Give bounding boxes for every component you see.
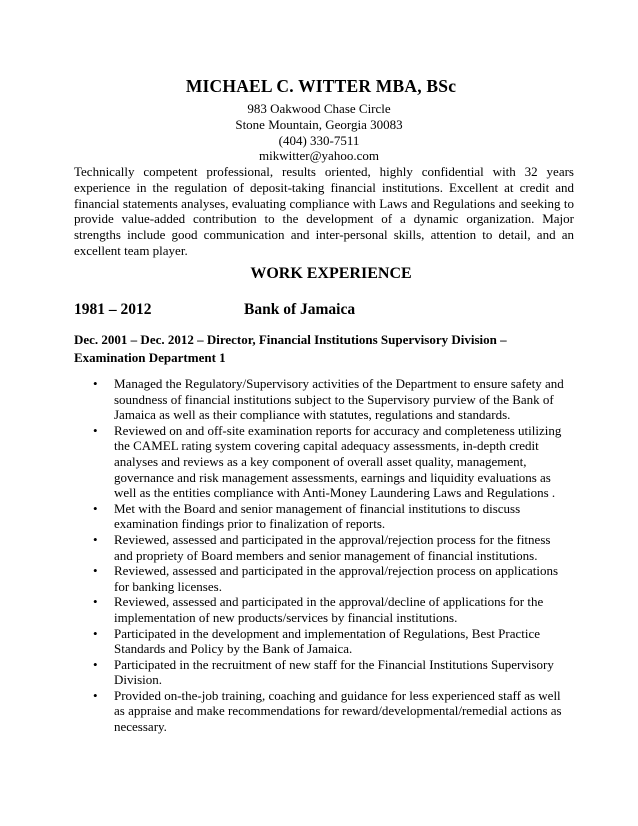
job-employer: Bank of Jamaica bbox=[244, 301, 356, 318]
duty-text: Provided on-the-job training, coaching and guidance for less experienced staff as well as appraise and make recommendations for reward/developmental/remedial actions as necessary. bbox=[114, 687, 562, 735]
duties-list bbox=[74, 376, 566, 735]
duty-item bbox=[74, 532, 566, 563]
bullet-icon: • bbox=[93, 563, 98, 579]
phone-number: (404) 330-7511 bbox=[278, 132, 360, 148]
job-years: 1981 – 2012 bbox=[74, 301, 152, 318]
duty-item bbox=[74, 501, 566, 532]
candidate-name: MICHAEL C. WITTER MBA, BSc bbox=[185, 76, 457, 96]
duty-text: Reviewed, assessed and participated in the approval/decline of applications for the implementation of new products/services by financial institutions. bbox=[114, 594, 544, 625]
duty-text: Met with the Board and senior management of financial institutions to discuss examination findings prior to finalization of reports. bbox=[114, 500, 521, 532]
bullet-icon: • bbox=[93, 625, 98, 641]
duty-text: Managed the Regulatory/Supervisory activities of the Department to ensure safety and soundness of financial institutions subject to the Supervisory purview of the Bank of Jamaica as well as their compliance with statutes, regulations and standards. bbox=[114, 376, 564, 423]
bullet-icon: • bbox=[93, 687, 98, 703]
duty-item bbox=[74, 688, 566, 735]
duty-text: Reviewed, assessed and participated in the approval/rejection process for the fitness and propriety of Board members and senior management of financial institutions. bbox=[114, 531, 551, 563]
email-address: mikwitter@yahoo.com bbox=[259, 148, 379, 164]
bullet-icon: • bbox=[93, 594, 98, 610]
duty-text: Reviewed on and off-site examination reports for accuracy and completeness utilizing the CAMEL rating system covering capital adequacy assessments, in-depth credit analyses and reviews as a key component of overall asset quality, management, governance and risk management assessments, earnings and liquidity evaluations as well as the entities compliance with Anti-Money Laundering Laws and Regulations . bbox=[114, 422, 562, 501]
duty-item bbox=[74, 563, 566, 594]
duty-item bbox=[74, 657, 566, 688]
bullet-icon: • bbox=[93, 656, 98, 672]
bullet-icon: • bbox=[93, 376, 98, 391]
duty-item bbox=[74, 626, 566, 657]
bullet-icon: • bbox=[93, 422, 98, 438]
duty-item bbox=[74, 594, 566, 625]
duty-item bbox=[74, 376, 566, 423]
job-role-title: Dec. 2001 – Dec. 2012 – Director, Financial Institutions Supervisory Division – Examination Department 1 bbox=[74, 332, 507, 365]
bullet-icon: • bbox=[93, 531, 98, 547]
duty-text: Participated in the recruitment of new staff for the Financial Institutions Supervisory Division. bbox=[114, 656, 554, 688]
duty-text: Participated in the development and implementation of Regulations, Best Practice Standards and Policy by the Bank of Jamaica. bbox=[114, 625, 540, 657]
duty-item bbox=[74, 423, 566, 501]
duty-text: Reviewed, assessed and participated in the approval/rejection process on applications for banking licenses. bbox=[114, 563, 559, 594]
contact-block bbox=[0, 101, 638, 164]
work-experience-heading: WORK EXPERIENCE bbox=[250, 265, 412, 282]
address-line-1: 983 Oakwood Chase Circle bbox=[247, 101, 391, 116]
address-line-2: Stone Mountain, Georgia 30083 bbox=[235, 116, 403, 132]
professional-summary: Technically competent professional, results oriented, highly confidential with 32 years experience in the regulation of deposit-taking financial institutions. Excellent at credit and financial statements analyses, evaluating compliance with Laws and Regulations and seeking to provide value-added contribution to the development of a dynamic organization. Major strengths include good communication and inter-personal skills, attention to detail, and an excellent team player. bbox=[74, 164, 574, 258]
bullet-icon: • bbox=[93, 500, 98, 516]
